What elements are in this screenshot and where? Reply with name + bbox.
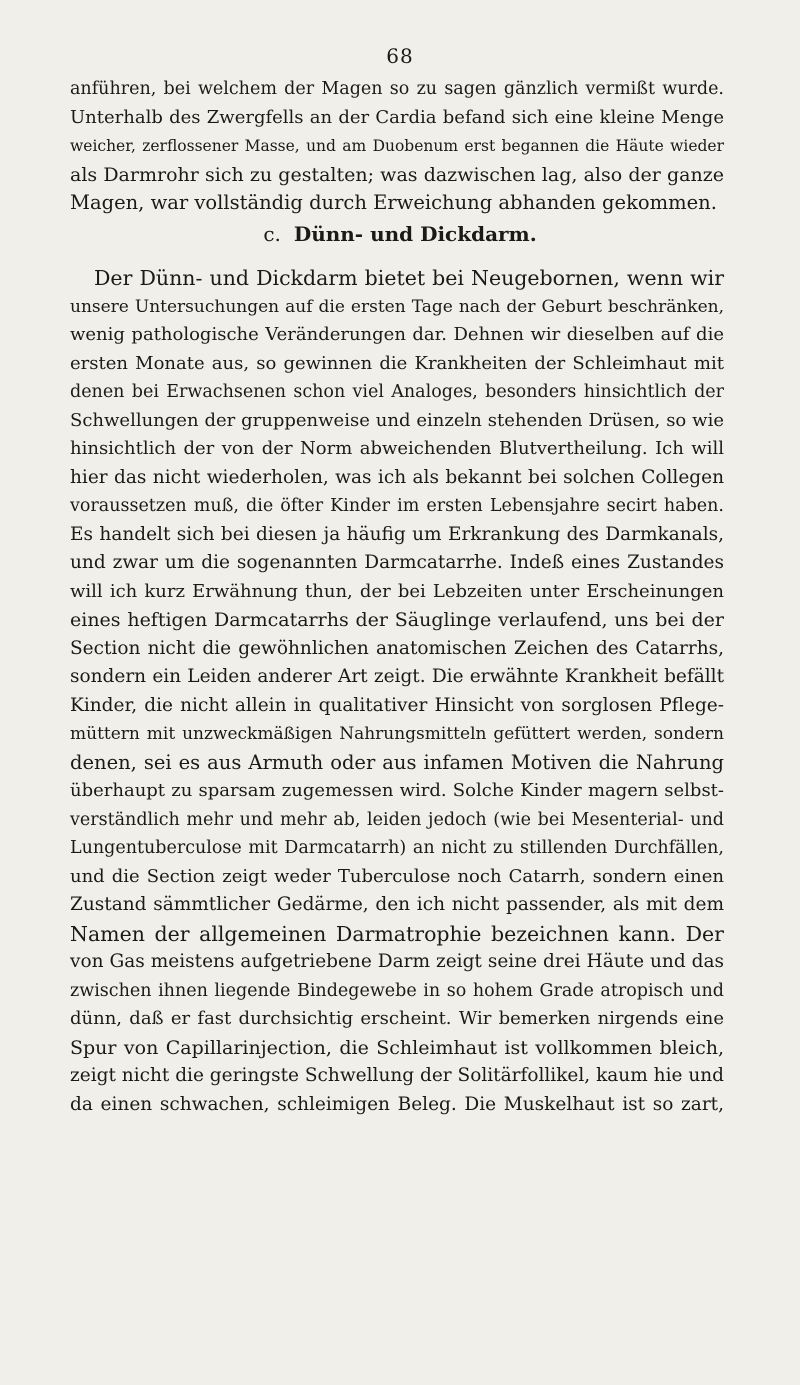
paragraph-intestine bbox=[70, 264, 724, 1119]
text-line: überhaupt zu sparsam zugemessen wird. Solche Kinder magern selbst- bbox=[70, 780, 724, 801]
text-line: Magen, war vollständig durch Erweichung abhanden gekommen. bbox=[70, 191, 717, 214]
text-line: wenig pathologische Veränderungen dar. Dehnen wir dieselben auf die bbox=[70, 324, 724, 345]
text-line: zeigt nicht die geringste Schwellung der Solitärfollikel, kaum hie und bbox=[70, 1065, 724, 1086]
text-line: Zustand sämmtlicher Gedärme, den ich nicht passender, als mit dem bbox=[70, 894, 724, 915]
text-line: zwischen ihnen liegende Bindegewebe in so hohem Grade atropisch und bbox=[70, 980, 724, 1001]
text-line: Schwellungen der gruppenweise und einzeln stehenden Drüsen, so wie bbox=[70, 409, 724, 431]
text-line: und die Section zeigt weder Tuberculose noch Catarrh, sondern einen bbox=[70, 865, 724, 887]
section-heading bbox=[0, 222, 800, 246]
text-line: von Gas meistens aufgetriebene Darm zeigt seine drei Häute und das bbox=[70, 951, 724, 972]
text-line: müttern mit unzweckmäßigen Nahrungsmitteln gefüttert werden, sondern bbox=[70, 724, 724, 744]
text-line: weicher, zerflossener Masse, und am Duobenum erst begannen die Häute wieder bbox=[70, 137, 724, 155]
text-line: und zwar um die sogenannten Darmcatarrhe. Indeß eines Zustandes bbox=[70, 552, 724, 573]
section-letter: c. bbox=[263, 222, 281, 246]
text-line: Es handelt sich bei diesen ja häufig um Erkrankung des Darmkanals, bbox=[70, 523, 724, 545]
text-line: Lungentuberculose mit Darmcatarrh) an nicht zu stillenden Durchfällen, bbox=[70, 838, 724, 858]
text-line: voraussetzen muß, die öfter Kinder im ersten Lebensjahre secirt haben. bbox=[70, 496, 724, 516]
text-line: verständlich mehr und mehr ab, leiden jedoch (wie bei Mesenterial- und bbox=[70, 809, 724, 830]
text-line: Kinder, die nicht allein in qualitativer Hinsicht von sorglosen Pflege- bbox=[70, 694, 724, 716]
text-line: denen bei Erwachsenen schon viel Analoges, besonders hinsichtlich der bbox=[70, 382, 724, 402]
text-line: Section nicht die gewöhnlichen anatomischen Zeichen des Catarrhs, bbox=[70, 637, 724, 659]
page-number: 68 bbox=[386, 44, 414, 68]
section-title: Dünn- und Dickdarm. bbox=[293, 222, 537, 246]
text-line: als Darmrohr sich zu gestalten; was dazwischen lag, also der ganze bbox=[70, 163, 724, 186]
text-line: Spur von Capillarinjection, die Schleimhaut ist vollkommen bleich, bbox=[70, 1036, 724, 1059]
text-line: denen, sei es aus Armuth oder aus infamen Motiven die Nahrung bbox=[70, 750, 724, 774]
text-line: dünn, daß er fast durchsichtig erscheint. Wir bemerken nirgends eine bbox=[70, 1008, 724, 1029]
text-line: Der Dünn- und Dickdarm bietet bei Neugebornen, wenn wir bbox=[94, 266, 724, 290]
paragraph-stomach-conclusion bbox=[70, 75, 724, 218]
text-line: da einen schwachen, schleimigen Beleg. Die Muskelhaut ist so zart, bbox=[70, 1093, 724, 1115]
text-line: ersten Monate aus, so gewinnen die Krankheiten der Schleimhaut mit bbox=[70, 352, 724, 374]
text-line: unsere Untersuchungen auf die ersten Tage nach der Geburt beschränken, bbox=[70, 296, 724, 317]
text-line: hier das nicht wiederholen, was ich als bekannt bei solchen Collegen bbox=[70, 466, 724, 488]
text-line: eines heftigen Darmcatarrhs der Säuglinge verlaufend, uns bei der bbox=[70, 609, 724, 631]
text-line: Namen der allgemeinen Darmatrophie bezeichnen kann. Der bbox=[70, 921, 724, 946]
text-line: sondern ein Leiden anderer Art zeigt. Die erwähnte Krankheit befällt bbox=[70, 666, 724, 687]
text-line: anführen, bei welchem der Magen so zu sagen gänzlich vermißt wurde. bbox=[70, 79, 724, 99]
text-line: Unterhalb des Zwergfells an der Cardia befand sich eine kleine Menge bbox=[70, 106, 724, 128]
text-line: hinsichtlich der von der Norm abweichenden Blutvertheilung. Ich will bbox=[70, 438, 724, 459]
text-line: will ich kurz Erwähnung thun, der bei Lebzeiten unter Erscheinungen bbox=[70, 580, 724, 602]
